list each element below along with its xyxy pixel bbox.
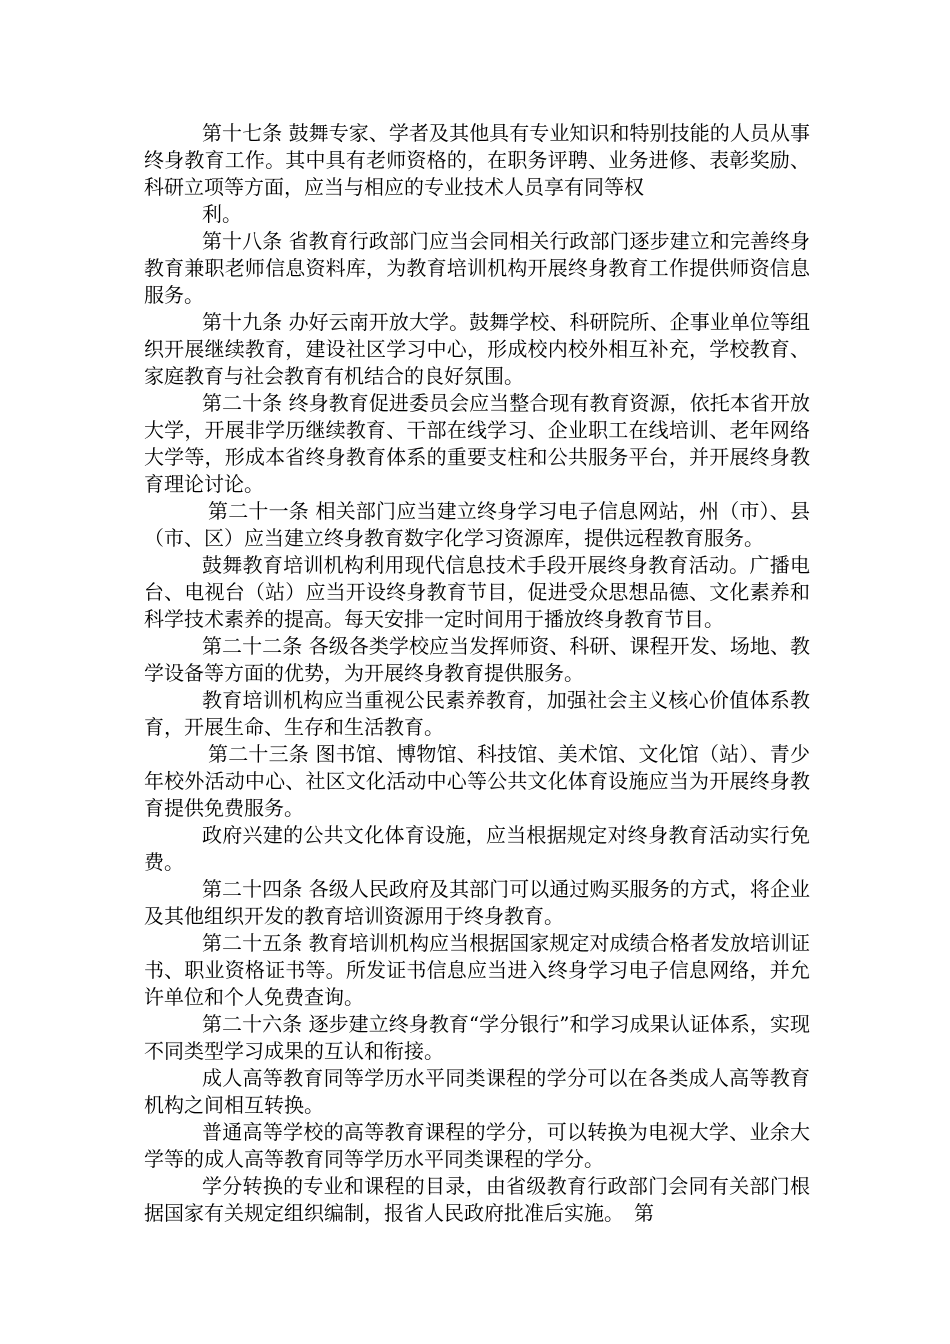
paragraph-article-23-part-2: 政府兴建的公共文化体育设施，应当根据规定对终身教育活动实行免费。 [144, 823, 810, 874]
paragraph-article-24: 第二十四条 各级人民政府及其部门可以通过购买服务的方式，将企业及其他组织开发的教育培训资源用于终身教育。 [144, 877, 810, 928]
paragraph-article-26-part-4: 学分转换的专业和课程的目录，由省级教育行政部门会同有关部门根据国家有关规定组织编制，报省人民政府批准后实施。 第 [144, 1174, 810, 1225]
paragraph-article-20: 第二十条 终身教育促进委员会应当整合现有教育资源，依托本省开放大学，开展非学历继续教育、干部在线学习、企业职工在线培训、老年网络大学等，形成本省终身教育体系的重要支柱和公共服务平台，并开展终身教育理论讨论。 [144, 391, 810, 496]
paragraph-article-23: 第二十三条 图书馆、博物馆、科技馆、美术馆、文化馆（站）、青少年校外活动中心、社区文化活动中心等公共文化体育设施应当为开展终身教育提供免费服务。 [144, 742, 810, 820]
paragraph-article-22-part-2: 教育培训机构应当重视公民素养教育，加强社会主义核心价值体系教育，开展生命、生存和生活教育。 [144, 688, 810, 739]
paragraph-article-26-part-2: 成人高等教育同等学历水平同类课程的学分可以在各类成人高等教育机构之间相互转换。 [144, 1066, 810, 1117]
paragraph-article-22: 第二十二条 各级各类学校应当发挥师资、科研、课程开发、场地、教学设备等方面的优势，为开展终身教育提供服务。 [144, 634, 810, 685]
paragraph-article-17: 第十七条 鼓舞专家、学者及其他具有专业知识和特别技能的人员从事终身教育工作。其中具有老师资格的，在职务评聘、业务进修、表彰奖励、科研立项等方面，应当与相应的专业技术人员享有同等权 [144, 121, 810, 199]
paragraph-article-26: 第二十六条 逐步建立终身教育“学分银行”和学习成果认证体系，实现不同类型学习成果的互认和衔接。 [144, 1012, 810, 1063]
paragraph-article-17-continuation: 利。 [202, 202, 242, 226]
paragraph-article-19: 第十九条 办好云南开放大学。鼓舞学校、科研院所、企事业单位等组织开展继续教育，建设社区学习中心，形成校内校外相互补充，学校教育、家庭教育与社会教育有机结合的良好氛围。 [144, 310, 810, 388]
paragraph-article-25: 第二十五条 教育培训机构应当根据国家规定对成绩合格者发放培训证书、职业资格证书等。所发证书信息应当进入终身学习电子信息网络，并允许单位和个人免费查询。 [144, 931, 810, 1009]
paragraph-article-21: 第二十一条 相关部门应当建立终身学习电子信息网站，州（市）、县（市、区）应当建立终身教育数字化学习资源库，提供远程教育服务。 [144, 499, 810, 550]
paragraph-article-26-part-3: 普通高等学校的高等教育课程的学分，可以转换为电视大学、业余大学等的成人高等教育同等学历水平同类课程的学分。 [144, 1120, 810, 1171]
paragraph-article-18: 第十八条 省教育行政部门应当会同相关行政部门逐步建立和完善终身教育兼职老师信息资料库，为教育培训机构开展终身教育工作提供师资信息服务。 [144, 229, 810, 307]
document-page [144, 120, 810, 1227]
paragraph-article-21-part-2: 鼓舞教育培训机构利用现代信息技术手段开展终身教育活动。广播电台、电视台（站）应当开设终身教育节目，促进受众思想品德、文化素养和科学技术素养的提高。每天安排一定时间用于播放终身教育节目。 [144, 553, 810, 631]
